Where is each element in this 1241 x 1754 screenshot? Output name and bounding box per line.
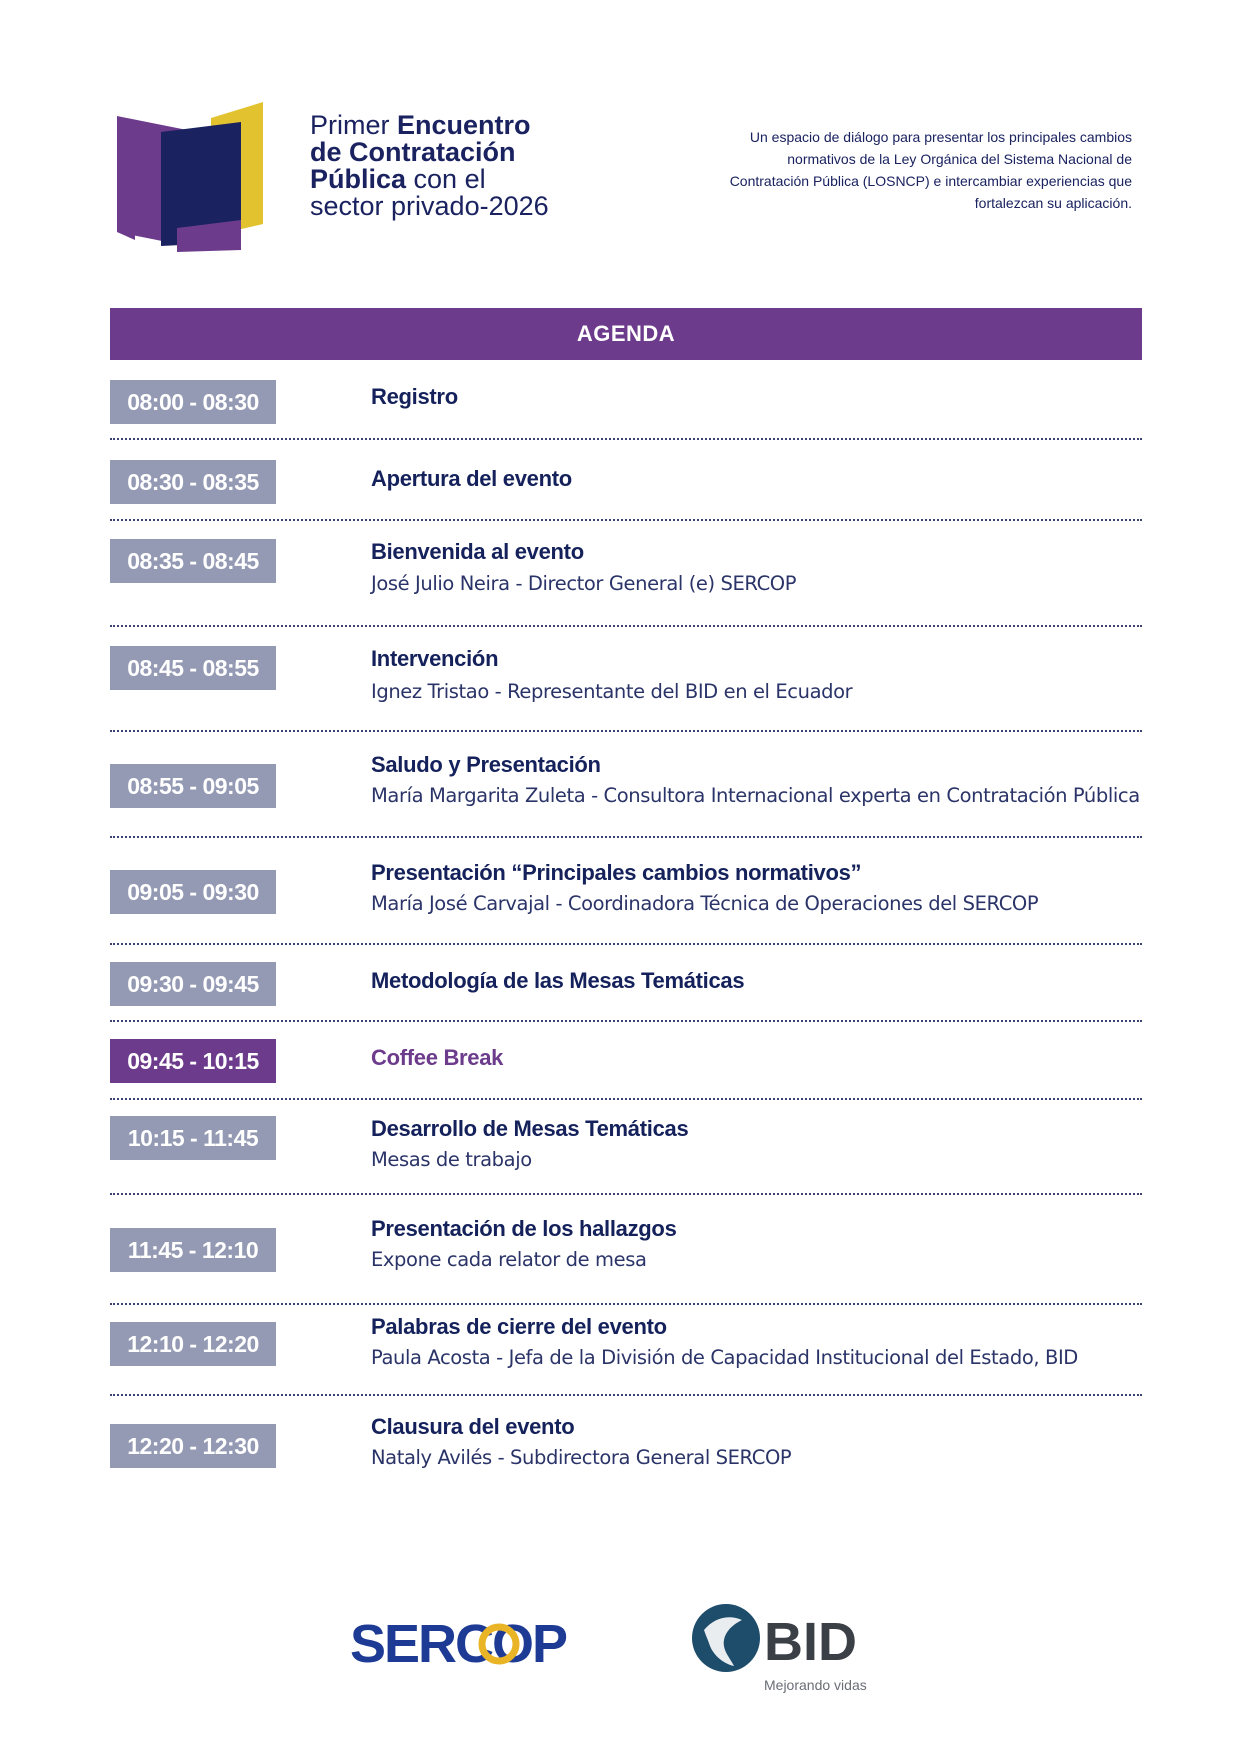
agenda-item-title: Palabras de cierre del evento bbox=[371, 1314, 667, 1339]
time-slot-break: 09:45 - 10:15 bbox=[110, 1039, 276, 1083]
title-line-sector: sector privado-2026 bbox=[310, 191, 549, 221]
agenda-item-title: Desarrollo de Mesas Temáticas bbox=[371, 1116, 689, 1141]
dotted-divider bbox=[110, 1020, 1142, 1022]
agenda-item-speaker: Nataly Avilés - Subdirectora General SERCOP bbox=[371, 1446, 792, 1469]
agenda-item-speaker: José Julio Neira - Director General (e) SERCOP bbox=[371, 572, 797, 595]
dotted-divider bbox=[110, 1303, 1142, 1305]
bid-logo bbox=[690, 1600, 900, 1696]
agenda-item-speaker: María José Carvajal - Coordinadora Técnica de Operaciones del SERCOP bbox=[371, 892, 1039, 915]
agenda-header: AGENDA bbox=[110, 308, 1142, 360]
agenda-item-speaker: Paula Acosta - Jefa de la División de Capacidad Institucional del Estado, BID bbox=[371, 1346, 1078, 1369]
agenda-item-title: Clausura del evento bbox=[371, 1414, 575, 1439]
dotted-divider bbox=[110, 730, 1142, 732]
time-slot: 08:30 - 08:35 bbox=[110, 460, 276, 504]
agenda-item-title: Bienvenida al evento bbox=[371, 539, 584, 564]
agenda-item-title: Presentación “Principales cambios normativos” bbox=[371, 860, 862, 885]
time-slot: 10:15 - 11:45 bbox=[110, 1116, 276, 1160]
dotted-divider bbox=[110, 519, 1142, 521]
dotted-divider bbox=[110, 1193, 1142, 1195]
time-slot: 08:00 - 08:30 bbox=[110, 380, 276, 424]
sercop-logo bbox=[350, 1612, 600, 1672]
dotted-divider bbox=[110, 625, 1142, 627]
dotted-divider bbox=[110, 1098, 1142, 1100]
agenda-item-title: Registro bbox=[371, 384, 458, 409]
time-slot: 12:10 - 12:20 bbox=[110, 1322, 276, 1366]
bid-logo-text: BID bbox=[764, 1612, 857, 1672]
agenda-item-title: Intervención bbox=[371, 646, 499, 671]
title-word-con-el: con el bbox=[406, 164, 486, 194]
dotted-divider bbox=[110, 943, 1142, 945]
event-tagline: Un espacio de diálogo para presentar los principales cambios normativos de la Ley Orgánica del Sistema Nacional de Contratación Pública (LOSNCP) e intercambiar experiencias que fortalezcan su aplicación. bbox=[729, 129, 1132, 211]
title-word-primer: Primer bbox=[310, 110, 397, 140]
dotted-divider bbox=[110, 438, 1142, 440]
time-slot: 11:45 - 12:10 bbox=[110, 1228, 276, 1272]
agenda-item-speaker: Ignez Tristao - Representante del BID en el Ecuador bbox=[371, 680, 853, 703]
time-slot: 09:05 - 09:30 bbox=[110, 870, 276, 914]
agenda-item-title: Apertura del evento bbox=[371, 466, 572, 491]
title-word-encuentro: Encuentro bbox=[397, 110, 531, 140]
event-logo bbox=[117, 100, 297, 262]
agenda-item-speaker: Expone cada relator de mesa bbox=[371, 1248, 647, 1271]
agenda-item-title: Saludo y Presentación bbox=[371, 752, 601, 777]
title-line-contratacion: de Contratación bbox=[310, 137, 516, 167]
agenda-item-title: Metodología de las Mesas Temáticas bbox=[371, 968, 745, 993]
dotted-divider bbox=[110, 1394, 1142, 1396]
time-slot: 09:30 - 09:45 bbox=[110, 962, 276, 1006]
agenda-item-speaker: María Margarita Zuleta - Consultora Internacional experta en Contratación Pública bbox=[371, 784, 1140, 807]
time-slot: 12:20 - 12:30 bbox=[110, 1424, 276, 1468]
agenda-item-title-break: Coffee Break bbox=[371, 1045, 504, 1070]
time-slot: 08:35 - 08:45 bbox=[110, 539, 276, 583]
sercop-logo-text: SERCOP bbox=[350, 1614, 567, 1672]
agenda-item-title: Presentación de los hallazgos bbox=[371, 1216, 677, 1241]
time-slot: 08:55 - 09:05 bbox=[110, 764, 276, 808]
dotted-divider bbox=[110, 836, 1142, 838]
time-slot: 08:45 - 08:55 bbox=[110, 646, 276, 690]
event-title bbox=[310, 112, 630, 220]
title-word-publica: Pública bbox=[310, 164, 407, 194]
agenda-item-speaker: Mesas de trabajo bbox=[371, 1148, 532, 1171]
bid-slogan: Mejorando vidas bbox=[764, 1677, 867, 1693]
